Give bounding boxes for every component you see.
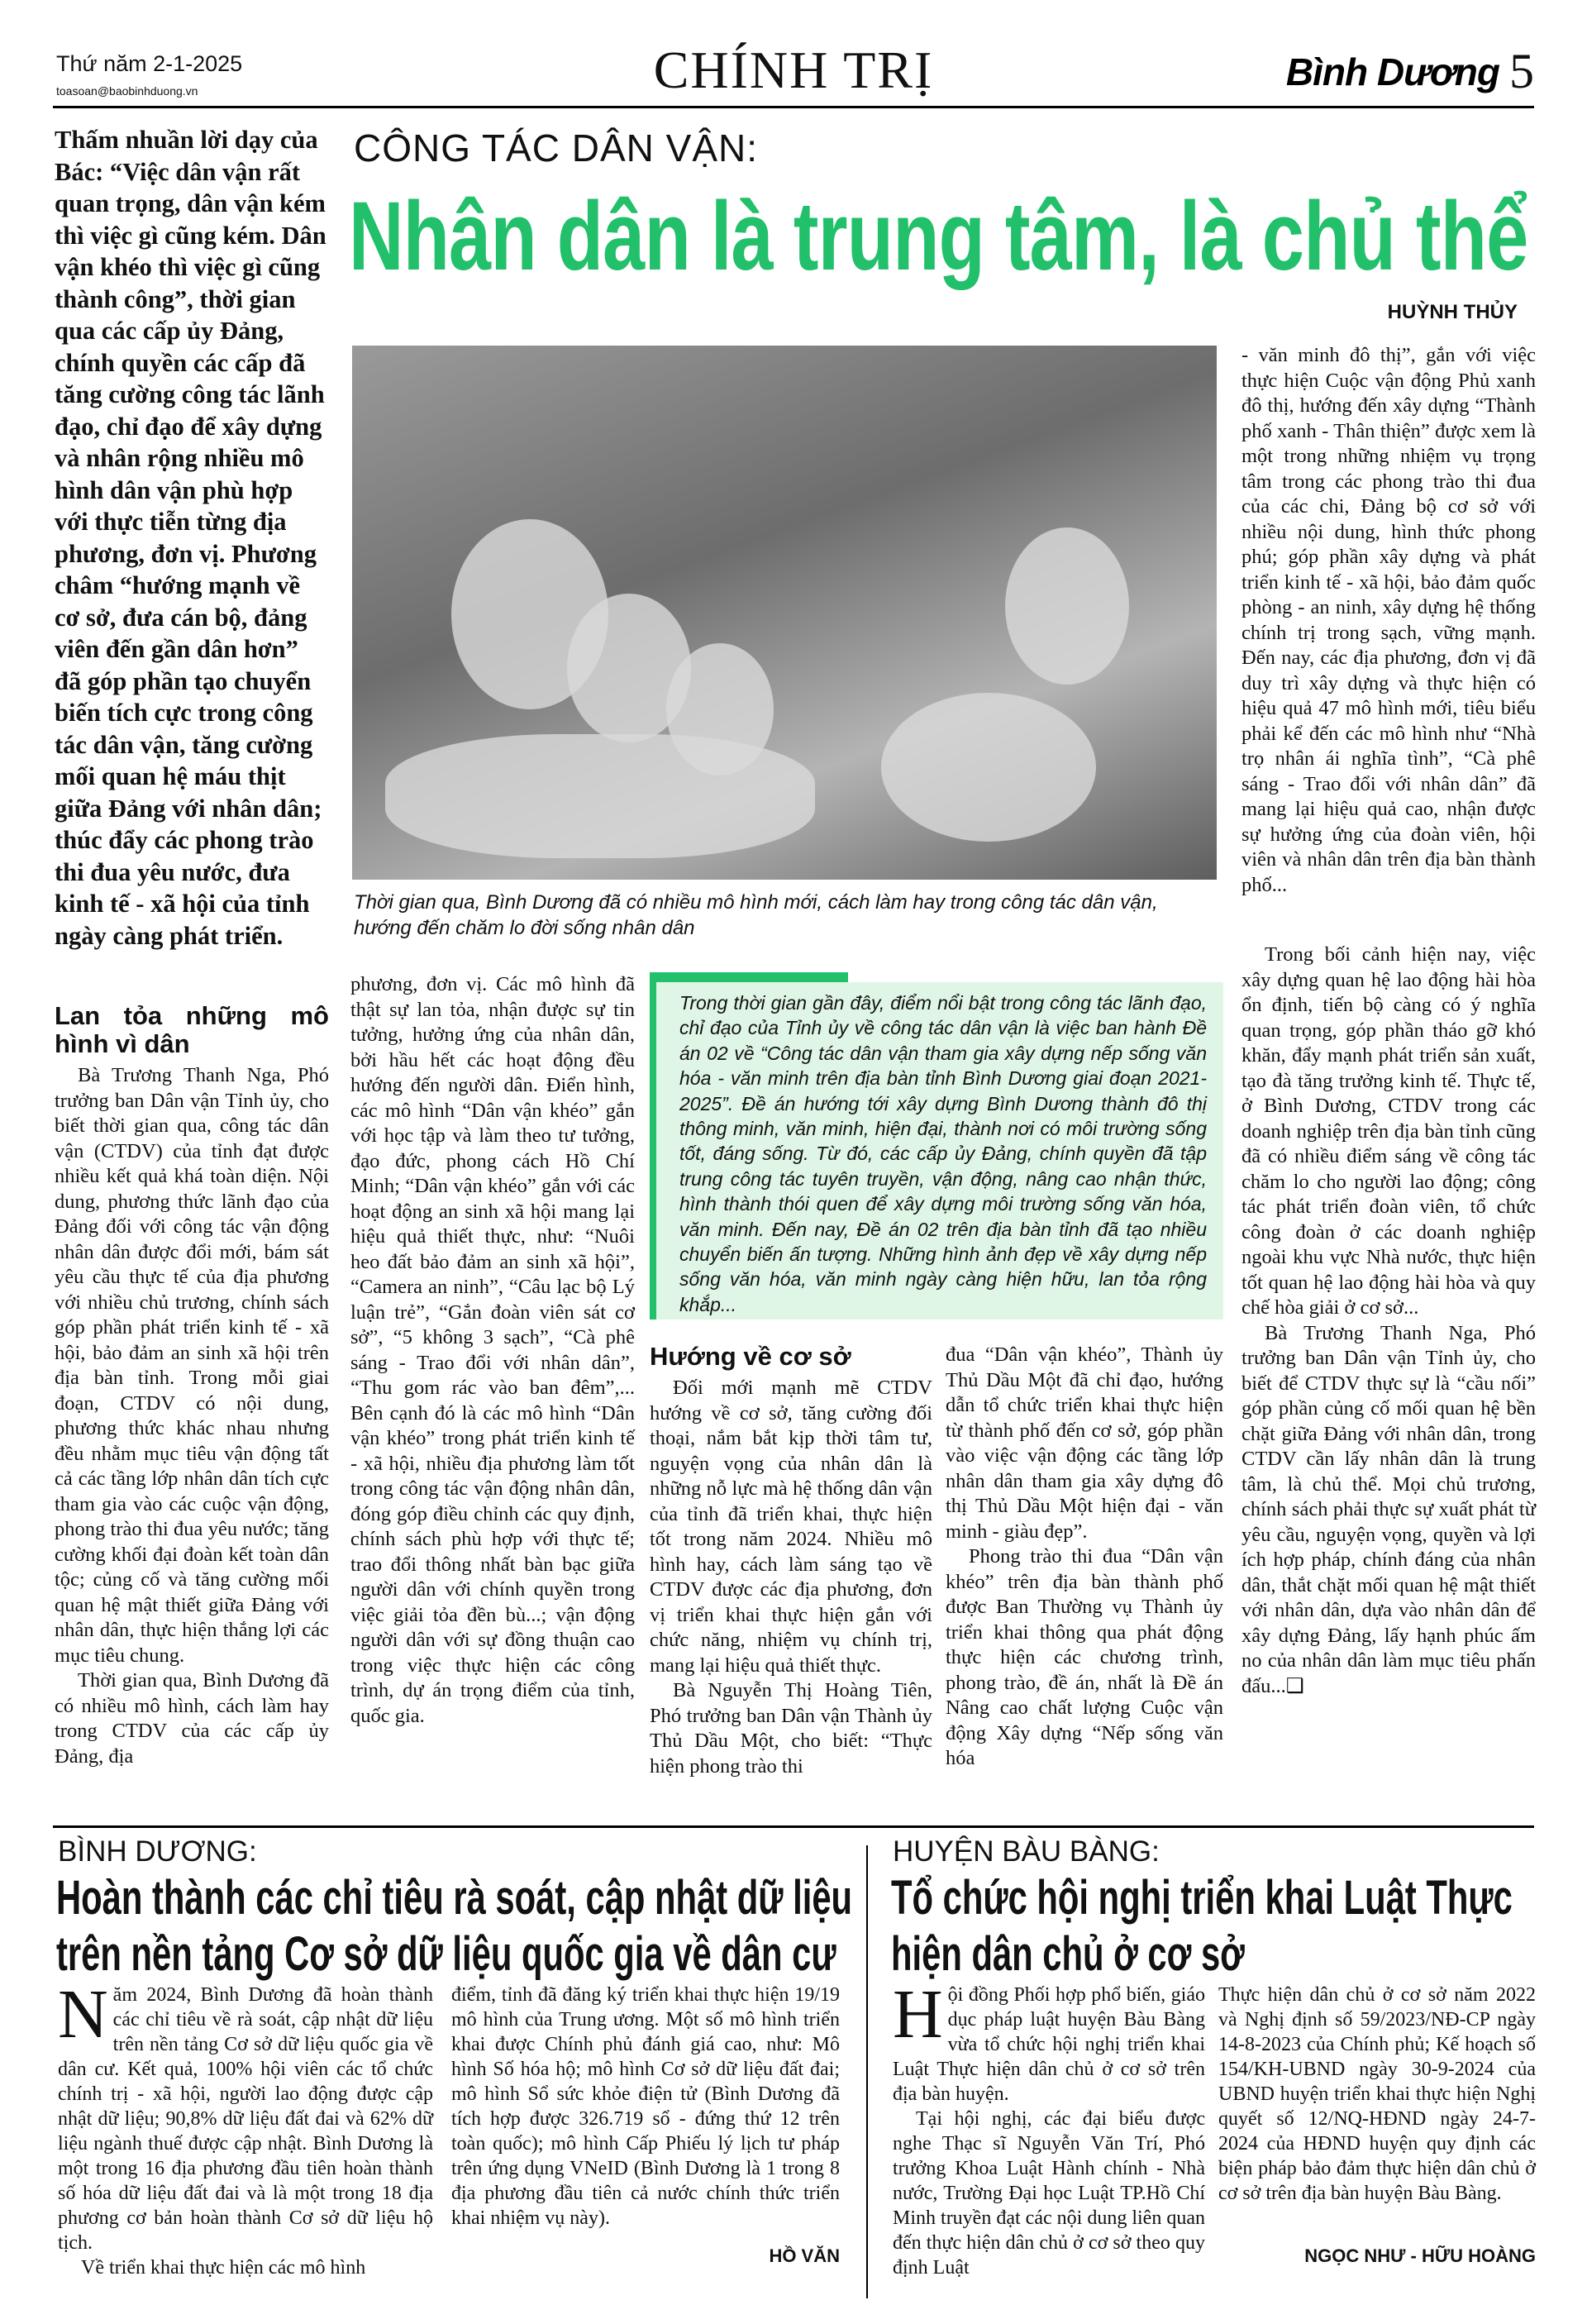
newspaper-logo: Bình Dương	[1285, 50, 1499, 93]
paragraph: Đối mới mạnh mẽ CTDV hướng về cơ sở, tăng cường đối thoại, nắm bắt kịp thời tâm tư, nguyện vọng của nhân dân là những nỗ lực mà hệ thống dân vận của tỉnh đã triển khai, thực hiện tốt trong năm 2024. Nhiều mô hình hay, cách làm sáng tạo về CTDV được các địa phương, đơn vị triển khai thực hiện gắn với chức năng, nhiệm vụ chính trị, mang lại hiệu quả thiết thực.	[650, 1377, 932, 1677]
article-column-4	[946, 1343, 1223, 1772]
paragraph: Hội đồng Phối hợp phổ biến, giáo dục pháp luật huyện Bàu Bàng vừa tổ chức hội nghị triển khai Luật Thực hiện dân chủ ở cơ sở trên địa bàn huyện.	[893, 1976, 1205, 2105]
article-left-column-1	[58, 1976, 433, 2280]
article-headline-data-update[interactable]: Hoàn thành các chỉ tiêu rà soát, cập nhật dữ liệu trên nền tảng Cơ sở dữ liệu quốc gia về dân cư	[56, 1871, 853, 1981]
article-left-author: HỒ VĂN	[769, 2245, 840, 2266]
issue-date: Thứ năm 2-1-2025	[56, 51, 243, 76]
newsroom-email[interactable]: toasoan@baobinhduong.vn	[56, 84, 198, 98]
article-column-3	[650, 1343, 932, 1779]
article-column-right-bottom	[1241, 942, 1536, 1699]
paragraph: điểm, tỉnh đã đăng ký triển khai thực hiện 19/19 mô hình của Trung ương. Một số mô hình triển khai được Chính phủ đánh giá cao, như: Mô hình Số hóa hộ; mô hình Cơ sở dữ liệu đất đai; mô hình Sổ sức khỏe điện tử (Bình Dương đã tích hợp được 326.719 sổ - đứng thứ 12 trên toàn quốc); mô hình Cấp Phiếu lý lịch tư pháp trên ứng dụng VNeID (Bình Dương là 1 trong 8 địa phương đầu tiên cả nước chính thức triển khai nhiệm vụ này).	[451, 1984, 840, 2229]
paragraph: Về triển khai thực hiện các mô hình	[81, 2257, 366, 2279]
paragraph: Tại hội nghị, các đại biểu được nghe Thạc sĩ Nguyễn Văn Trí, Phó trưởng Khoa Luật Hành chính - Nhà nước, Trường Đại học Luật TP.Hồ Chí Minh truyền đạt các nội dung liên quan đến thực hiện dân chủ ở cơ sở theo quy định Luật	[893, 2108, 1205, 2279]
article-author: HUỲNH THỦY	[1387, 301, 1518, 323]
paragraph: - văn minh đô thị”, gắn với việc thực hiện Cuộc vận động Phủ xanh đô thị, hướng đến xây dựng “Thành phố xanh - Thân thiện” được xem là một trong những nhiệm vụ trọng tâm trong các phong trào thi đua của các chi, Đảng bộ cơ sở với nhiều nội dung, hình thức phong phú; góp phần xây dựng và phát triển kinh tế - xã hội, bảo đảm quốc phòng - an ninh, xây dựng hệ thống chính trị trong sạch, vững mạnh. Đến nay, các địa phương, đơn vị đã duy trì xây dựng và thực hiện có hiệu quả 47 mô hình mới, tiêu biểu phải kể đến các mô hình như “Nhà trọ nhân ái nghĩa tình”, “Cà phê sáng - Trao đổi với nhân dân” đã mang lại hiệu quả cao, nhận được sự hưởng ứng của đoàn viên, hội viên và nhân dân trên địa bàn thành phố...	[1241, 344, 1536, 896]
page-number: 5	[1509, 44, 1534, 98]
paragraph: Trong bối cảnh hiện nay, việc xây dựng quan hệ lao động hài hòa ổn định, tiến bộ càng có ý nghĩa quan trọng, góp phần tháo gỡ khó khăn, đẩy mạnh phát triển sản xuất, tạo đà tăng trưởng kinh tế. Thực tế, ở Bình Dương, CTDV trong các doanh nghiệp trên địa bàn tỉnh cũng đã có nhiều điểm sáng về công tác chăm lo cho người lao động; công tác phát triển đoàn viên, tổ chức công đoàn ở các doanh nghiệp ngoài khu vực Nhà nước, thực hiện tốt quan hệ lao động hài hòa và quy chế hòa giải ở cơ sở...	[1241, 943, 1536, 1319]
article-headline-democracy-law[interactable]: Tổ chức hội nghị triển khai Luật Thực hiện dân chủ ở cơ sở	[891, 1871, 1513, 1981]
header-divider	[53, 106, 1534, 108]
article-column-1	[55, 1002, 329, 1769]
article-photo	[352, 346, 1217, 880]
paragraph: Năm 2024, Bình Dương đã hoàn thành các chỉ tiêu về rà soát, cập nhật dữ liệu trên nền tảng Cơ sở dữ liệu quốc gia về dân cư. Kết quả, 100% hội viên các tổ chức chính trị - xã hội, người lao động được cập nhật dữ liệu; 90,8% dữ liệu đất đai và 62% dữ liệu ngành thuế được cập nhật. Bình Dương là một trong 16 địa phương đầu tiên hoàn thành số hóa dữ liệu đất đai và là một trong 18 địa phương cơ bản hoàn thành Cơ sở dữ liệu hộ tịch.	[58, 1976, 433, 2254]
paragraph: Thực hiện dân chủ ở cơ sở năm 2022 và Nghị định số 59/2023/NĐ-CP ngày 14-8-2023 của Chính phủ; Kế hoạch số 154/KH-UBND ngày 30-9-2024 của UBND huyện triển khai thực hiện Nghị quyết số 12/NQ-HĐND ngày 24-7-2024 của HĐND huyện quy định các biện pháp bảo đảm thực hiện dân chủ ở cơ sở trên địa bàn huyện Bàu Bàng.	[1218, 1984, 1536, 2204]
paragraph: Bà Trương Thanh Nga, Phó trưởng ban Dân vận Tỉnh ủy, cho biết thời gian qua, công tác dân vận (CTDV) của tỉnh đạt được nhiều kết quả khá toàn diện. Nội dung, phương thức lãnh đạo của Đảng đối với công tác vận động nhân dân được đổi mới, bám sát yêu cầu thực tế của địa phương với nhiều chủ trương, chính sách góp phần phát triển kinh tế - xã hội, bảo đảm an sinh xã hội trên địa bàn tỉnh. Trong mỗi giai đoạn, CTDV có nội dung, phương thức khác nhau nhưng đều nhằm mục tiêu vận động tất cả các tầng lớp nhân dân tích cực tham gia vào các cuộc vận động, phong trào thi đua yêu nước; tăng cường khối đại đoàn kết toàn dân tộc; củng cố và tăng cường mối quan hệ mật thiết giữa Đảng với nhân dân, thực hiện thắng lợi các mục tiêu chung.	[55, 1064, 329, 1667]
article-right-column-2	[1218, 1983, 1536, 2206]
article-right-author: NGỌC NHƯ - HỮU HOÀNG	[1304, 2245, 1536, 2266]
photo-caption: Thời gian qua, Bình Dương đã có nhiều mô hình mới, cách làm hay trong công tác dân vận, hướng đến chăm lo đời sống nhân dân	[354, 891, 1158, 939]
article-headline[interactable]: Nhân dân là trung tâm, là chủ thể	[349, 182, 1528, 291]
subheading-spread-models: Lan tỏa những mô hình vì dân	[55, 1001, 329, 1058]
section-divider	[53, 1825, 1534, 1828]
article-column-right-top	[1241, 343, 1536, 898]
paragraph: phương, đơn vị. Các mô hình đã thật sự lan tỏa, nhận được sự tin tưởng, hưởng ứng của nhân dân, bởi hầu hết các hoạt động đều hướng đến người dân. Điển hình, các mô hình “Dân vận khéo” gắn với học tập và làm theo tư tưởng, đạo đức, phong cách Hồ Chí Minh; “Dân vận khéo” gắn với các hoạt động an sinh xã hội mang lại hiệu quả thiết thực, như: “Nuôi heo đất bảo đảm an sinh xã hội”, “Camera an ninh”, “Câu lạc bộ Lý luận trẻ”, “Gắn đoàn viên sát cơ sở”, “5 không 3 sạch”, “Cà phê sáng - Trao đổi với nhân dân”, “Thu gom rác vào ban đêm”,... Bên cạnh đó là các mô hình “Dân vận khéo” trong phát triển kinh tế - xã hội, nhiều địa phương làm tốt trong công tác vận động nhân dân, đóng góp điều chỉnh các quy định, chính sách phù hợp với thực tế; trao đổi thông nhất bàn bạc giữa người dân với chính quyền trong việc giải tỏa đền bù...; vận động người dân với sự đồng thuận cao trong việc thực hiện các công trình, dự án trọng điểm của tỉnh, quốc gia.	[350, 973, 635, 1727]
paragraph: Bà Trương Thanh Nga, Phó trưởng ban Dân vận Tỉnh ủy, cho biết để CTDV thực sự là “cầu nối” góp phần củng cố mối quan hệ bền chặt giữa Đảng với nhân dân, trong CTDV cần lấy nhân dân là trung tâm, là chủ thể. Mọi chủ trương, chính sách phải thực sự xuất phát từ yêu cầu, nguyện vọng, quyền và lợi ích hợp pháp, chính đáng của nhân dân, thắt chặt mối quan hệ mật thiết với nhân dân, dựa vào nhân dân để xây dựng Đảng, lấy hạnh phúc ấm no của nhân dân làm mục tiêu phấn đấu...❑	[1241, 1321, 1536, 1697]
article-kicker: CÔNG TÁC DÂN VẬN:	[354, 126, 758, 169]
paragraph: đua “Dân vận khéo”, Thành ủy Thủ Dầu Một đã chỉ đạo, hướng dẫn tổ chức triển khai thực hiện từ thành phố đến cơ sở, góp phần vào việc vận động các tầng lớp nhân dân tham gia xây dựng đô thị Thủ Dầu Một hiện đại - văn minh - giàu đẹp”.	[946, 1343, 1223, 1543]
pull-quote: Trong thời gian gần đây, điểm nổi bật trong công tác lãnh đạo, chỉ đạo của Tỉnh ủy về công tác dân vận là việc ban hành Đề án 02 về “Công tác dân vận tham gia xây dựng nếp sống văn hóa - văn minh trên địa bàn tỉnh Bình Dương giai đoạn 2021-2025”. Đề án hướng tới xây dựng Bình Dương thành đô thị thông minh, văn minh, hiện đại, thành nơi có môi trường sống tốt, đáng sống. Từ đó, các cấp ủy Đảng, chính quyền đã tập trung công tác tuyên truyền, vận động, nâng cao nhận thức, hình thành thói quen để xây dựng môi trường sống văn hóa, văn minh. Đến nay, Đề án 02 trên địa bàn tỉnh đã tạo nhiều chuyển biến ấn tượng. Những hình ảnh đẹp về xây dựng nếp sống văn hóa, văn minh ngày càng hiện hữu, lan tỏa rộng khắp...	[650, 982, 1223, 1319]
paragraph: Phong trào thi đua “Dân vận khéo” trên địa bàn thành phố được Ban Thường vụ Thành ủy triển khai thông qua phát động thực hiện các chương trình, phong trào, đề án, nhất là Đề án Nâng cao chất lượng Cuộc vận động Xây dựng “Nếp sống văn hóa	[946, 1545, 1223, 1769]
paragraph: Bà Nguyễn Thị Hoàng Tiên, Phó trưởng ban Dân vận Thành ủy Thủ Dầu Một, cho biết: “Thực hiện phong trào thi	[650, 1679, 932, 1778]
article-column-2	[350, 972, 635, 1729]
article-lead: Thấm nhuần lời dạy của Bác: “Việc dân vận rất quan trọng, dân vận kém thì việc gì cũng kém. Dân vận khéo thì việc gì cũng thành công”, thời gian qua các cấp ủy Đảng, chính quyền các cấp đã tăng cường công tác lãnh đạo, chỉ đạo để xây dựng và nhân rộng nhiều mô hình dân vận phù hợp với thực tiễn từng địa phương, đơn vị. Phương châm “hướng mạnh về cơ sở, đưa cán bộ, đảng viên đến gần dân hơn” đã góp phần tạo chuyển biến tích cực trong công tác dân vận, tăng cường mối quan hệ máu thịt giữa Đảng với nhân dân; thúc đẩy các phong trào thi đua yêu nước, đưa kinh tế - xã hội của tỉnh ngày càng phát triển.	[55, 126, 326, 950]
section-title: CHÍNH TRỊ	[653, 41, 934, 99]
article-right-column-1	[893, 1976, 1205, 2280]
article-kicker-bau-bang: HUYỆN BÀU BÀNG:	[893, 1835, 1160, 1868]
subheading-grassroots: Hướng về cơ sở	[650, 1342, 851, 1371]
paragraph: Thời gian qua, Bình Dương đã có nhiều mô hình, cách làm hay trong CTDV của các cấp ủy Đảng, địa	[55, 1669, 329, 1768]
article-left-column-2	[451, 1983, 840, 2231]
article-kicker-binh-duong: BÌNH DƯƠNG:	[58, 1835, 257, 1868]
